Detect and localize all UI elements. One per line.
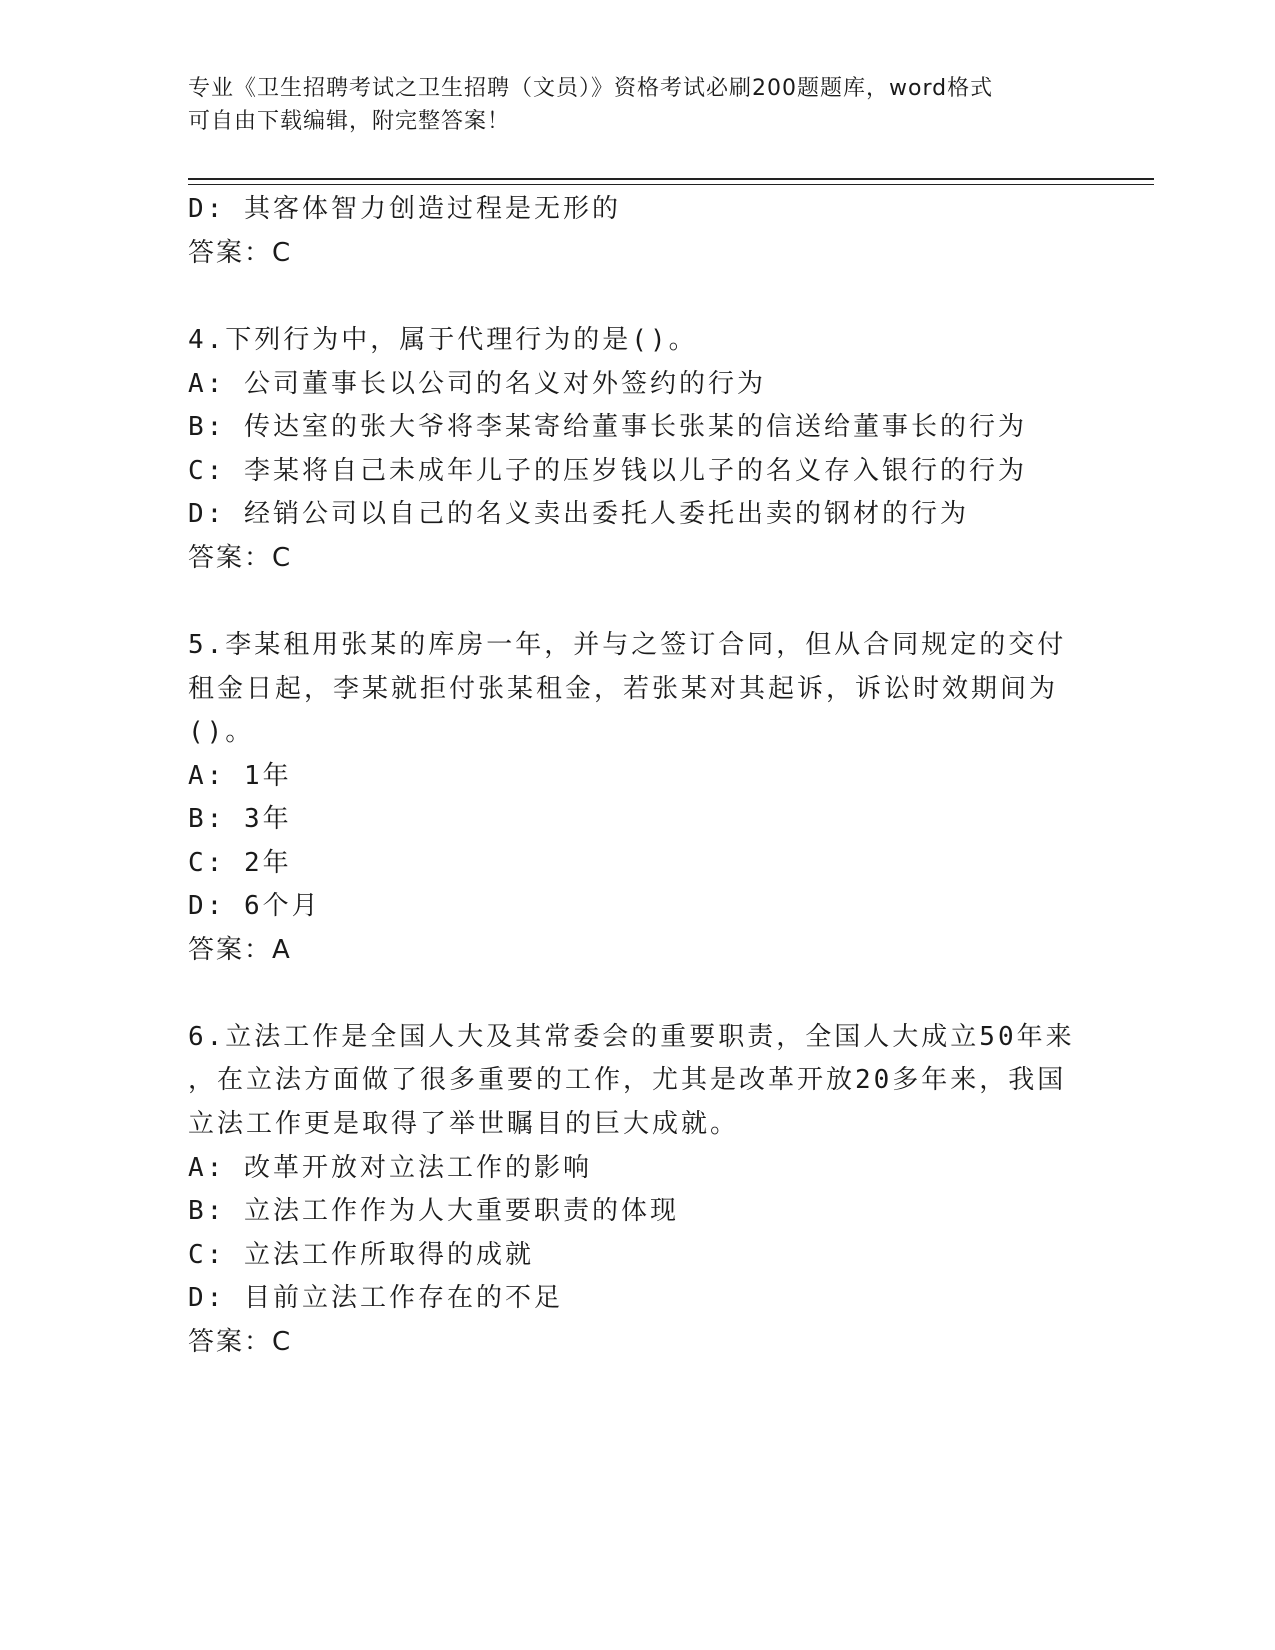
q5-option-a: A: 1年 — [188, 761, 292, 791]
q4-option-c: C: 李某将自己未成年儿子的压岁钱以儿子的名义存入银行的行为 — [188, 456, 1027, 486]
q4-answer: 答案：C — [188, 543, 293, 573]
header-title-line-2: 可自由下载编辑，附完整答案！ — [188, 109, 511, 134]
q6-stem-line-2: ，在立法方面做了很多重要的工作，尤其是改革开放20多年来，我国 — [188, 1065, 1067, 1095]
header-title-line-1: 专业《卫生招聘考试之卫生招聘（文员）》资格考试必刷200题题库，word格式 — [188, 76, 994, 101]
q5-stem-line-1: 5.李某租用张某的库房一年，并与之签订合同，但从合同规定的交付 — [188, 630, 1067, 660]
q5-stem-line-3: ()。 — [188, 717, 255, 747]
q5-option-c: C: 2年 — [188, 848, 292, 878]
q3-answer: 答案：C — [188, 238, 293, 268]
q6-option-c: C: 立法工作所取得的成就 — [188, 1240, 534, 1270]
q5-option-d: D: 6个月 — [188, 891, 321, 921]
q6-option-d: D: 目前立法工作存在的不足 — [188, 1283, 563, 1313]
q6-option-a: A: 改革开放对立法工作的影响 — [188, 1153, 592, 1183]
header-rule-thin — [188, 184, 1154, 185]
q5-option-b: B: 3年 — [188, 804, 292, 834]
q6-answer: 答案：C — [188, 1327, 293, 1357]
q4-option-a: A: 公司董事长以公司的名义对外签约的行为 — [188, 369, 766, 399]
q5-stem-line-2: 租金日起，李某就拒付张某租金，若张某对其起诉，诉讼时效期间为 — [188, 674, 1059, 704]
q3-option-d: D: 其客体智力创造过程是无形的 — [188, 194, 621, 224]
q4-stem: 4.下列行为中，属于代理行为的是()。 — [188, 325, 698, 355]
q5-answer: 答案：A — [188, 935, 292, 965]
q4-option-d: D: 经销公司以自己的名义卖出委托人委托出卖的钢材的行为 — [188, 499, 969, 529]
q6-option-b: B: 立法工作作为人大重要职责的体现 — [188, 1196, 679, 1226]
document-header — [188, 72, 1088, 138]
q4-option-b: B: 传达室的张大爷将李某寄给董事长张某的信送给董事长的行为 — [188, 412, 1027, 442]
q6-stem-line-3: 立法工作更是取得了举世瞩目的巨大成就。 — [188, 1109, 740, 1139]
header-rule-thick — [188, 178, 1154, 180]
q6-stem-line-1: 6.立法工作是全国人大及其常委会的重要职责，全国人大成立50年来 — [188, 1022, 1075, 1052]
